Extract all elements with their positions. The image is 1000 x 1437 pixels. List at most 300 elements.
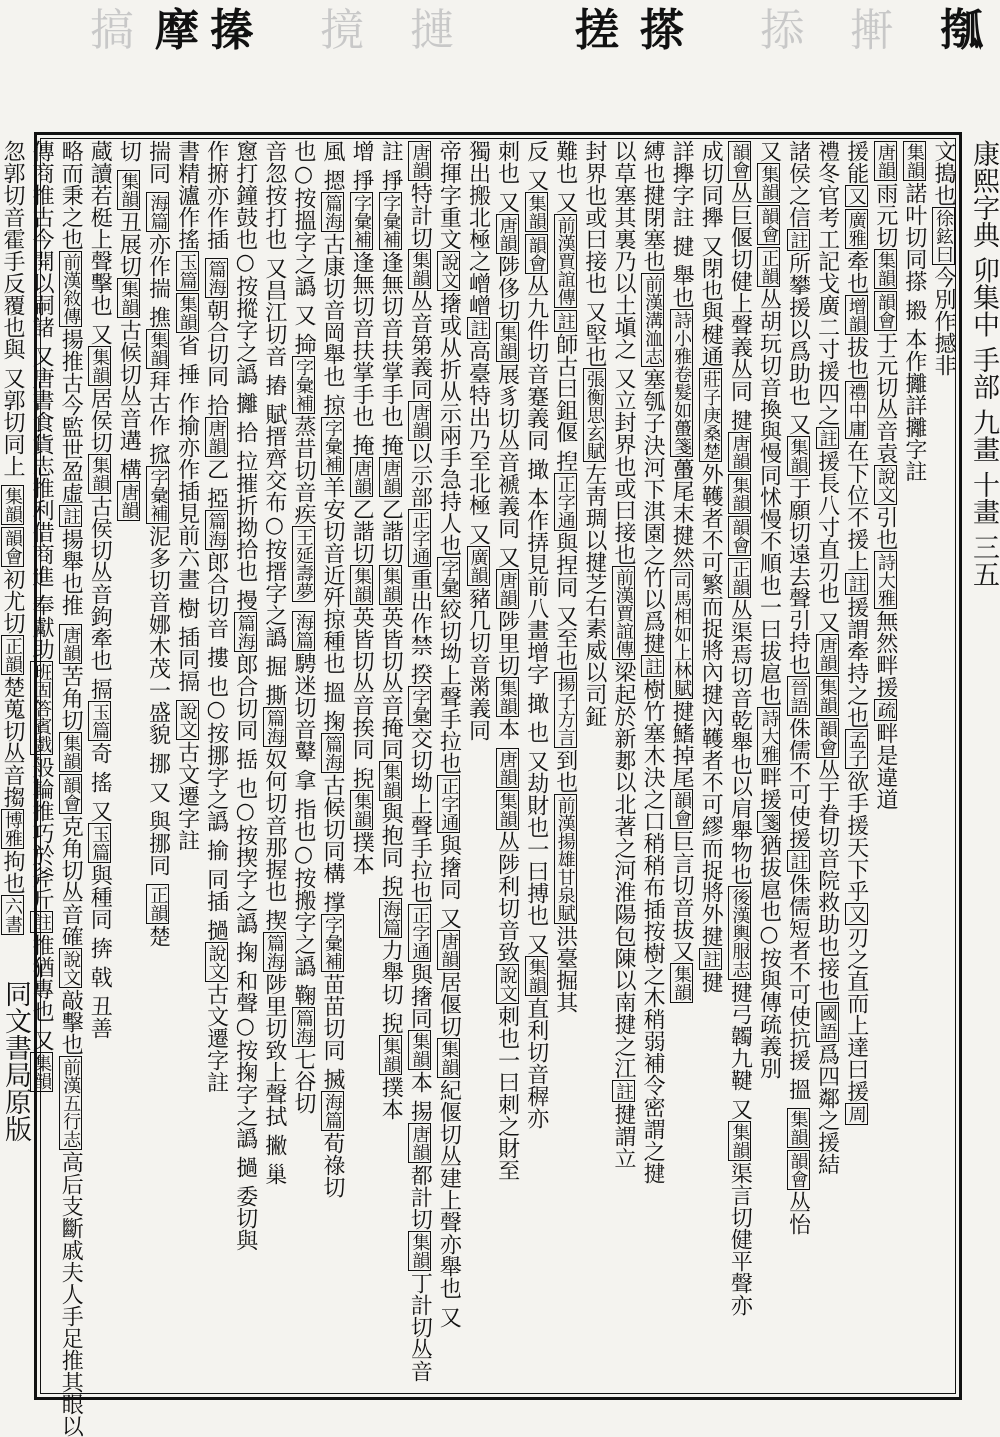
- source-citation: 集韻: [409, 1233, 431, 1269]
- entry-text: 今別作撼非: [931, 266, 956, 376]
- source-citation: 集韻: [89, 456, 111, 492]
- source-citation: 篇海: [234, 613, 256, 650]
- entry-text: 侏儒短者不可使抗援 搵: [785, 873, 811, 1107]
- entry-text: 撲本: [349, 831, 375, 875]
- entry-text: 丛九件切音蹇義同 撖 本作挵見前八畫增字 撖 也 又劫財也一曰搏也 又: [523, 275, 549, 955]
- text-column: [667, 140, 696, 1394]
- seal-character: 搽: [640, 5, 684, 56]
- entry-text: 以草塞其裏乃以土塡之 又立封界也或曰接也: [610, 140, 636, 565]
- source-citation: 註: [554, 312, 576, 330]
- entry-text: 交切坳上聲手拉也: [407, 727, 433, 903]
- entry-text: 古侯切丛音鉤牽也 搹: [87, 495, 113, 700]
- entry-text: 塞瓠子決河下淇園之竹以爲揵: [640, 368, 666, 654]
- seal-character: 摙: [410, 5, 454, 56]
- entry-text: 居侯切: [87, 387, 113, 453]
- source-citation: 集韻: [496, 324, 518, 360]
- seal-character: 搸: [210, 5, 254, 56]
- entry-text: 引也: [872, 506, 898, 550]
- entry-text: 本: [494, 718, 520, 747]
- entry-text: 推猶專也 又: [29, 934, 55, 1051]
- entry-text: 古候切丛音遘 構: [116, 319, 142, 480]
- entry-text: 封界也或曰接也 又堅也: [581, 140, 607, 367]
- source-citation: 詩大雅: [758, 709, 780, 763]
- entry-text: 畔是違道: [872, 722, 898, 810]
- source-citation: 玉篇: [176, 253, 198, 289]
- entry-text: 與撦同: [407, 963, 433, 1029]
- source-citation: 註: [60, 507, 82, 525]
- text-column: [783, 140, 812, 1394]
- entry-text: 泥多切音娜木茂一盛貌 挪 又 與挪同: [145, 525, 171, 883]
- source-citation: 唐韻: [409, 143, 431, 179]
- source-citation: 韻會: [787, 1152, 809, 1188]
- source-citation: 周: [845, 1105, 867, 1123]
- source-citation: 集韻: [380, 763, 402, 799]
- entry-text: 忽郭切音霍手反覆也與 又郭切同上: [0, 140, 25, 484]
- source-citation: 集韻: [729, 1123, 751, 1159]
- source-citation: 篇海: [205, 512, 227, 548]
- entry-text: 詳攑字註 揵 舉也: [669, 140, 695, 308]
- entry-text: 揵弓韣九鞬 又: [727, 981, 753, 1120]
- entry-text: 獨出搬北極之嶒嶒: [465, 140, 491, 316]
- entry-text: 苗苗切同 搣: [320, 973, 346, 1090]
- source-citation: 唐韻: [60, 626, 82, 662]
- entry-text: 諸侯之信: [785, 140, 811, 228]
- text-column: [551, 140, 580, 1394]
- source-citation: 博雅: [2, 811, 23, 847]
- entry-text: 敲擊也: [58, 989, 84, 1055]
- entry-text: 都計切: [407, 1164, 433, 1230]
- source-citation: 字彙: [409, 688, 431, 724]
- source-citation: 唐韻: [496, 216, 518, 252]
- text-column: [85, 140, 114, 1394]
- entry-text: 文搗也: [931, 140, 956, 206]
- entry-text: 亦作揣 撨: [145, 233, 171, 328]
- source-citation: 班固答賓戲: [31, 663, 53, 753]
- text-column: [580, 140, 609, 1394]
- entry-text: 居偃切: [436, 971, 462, 1037]
- source-citation: 張衡思玄賦: [583, 370, 605, 460]
- entry-text: 書精瀘作搖: [174, 140, 200, 250]
- entry-text: 反 又: [523, 140, 549, 191]
- entry-text: 以示部: [407, 442, 433, 508]
- entry-text: 陟侈切: [494, 255, 520, 321]
- entry-text: 高后支斷戚夫人手足推其眼以: [58, 1151, 84, 1437]
- entry-text: 般輪推巧於斧斤: [29, 756, 55, 910]
- entry-text: 揚舉也推: [58, 528, 84, 623]
- source-citation: 疏: [874, 701, 896, 719]
- entry-text: 音忽按打也 又昌江切音 摏 賦搢齊交布○按搢字之譌 掘 撕: [261, 140, 287, 706]
- entry-text: 刺也一曰刺之財至: [494, 1005, 520, 1181]
- entry-text: 略而秉之也: [58, 140, 84, 250]
- entry-text: 也○按搵字之譌 又 掵: [290, 140, 316, 355]
- source-citation: 又: [845, 187, 867, 205]
- source-citation: 說文: [438, 253, 460, 289]
- source-citation: 篇海: [322, 194, 344, 230]
- text-column: [0, 140, 27, 1394]
- text-column: [27, 140, 56, 1394]
- entry-text: 拘也: [0, 850, 25, 894]
- source-citation: 詩小雅卷髮如蠆箋: [671, 311, 693, 455]
- source-citation: 詩大雅: [874, 553, 896, 607]
- source-citation: 箋: [758, 813, 780, 831]
- source-citation: 註: [642, 657, 664, 675]
- entry-text: 註 掙: [378, 140, 404, 191]
- entry-text: 丛音第義同: [407, 290, 433, 400]
- entry-text: 楚: [145, 924, 171, 947]
- text-column: [202, 140, 231, 1394]
- text-column: [871, 140, 900, 1394]
- source-citation: 正韻: [147, 885, 169, 922]
- entry-text: 丛胡玩切音換與慢同怵慢不順也一曰拔扈也: [756, 288, 782, 706]
- seal-character: 搓: [575, 5, 619, 56]
- source-citation: 說文: [60, 950, 82, 986]
- entry-text: 縛也揵閉塞也: [640, 140, 666, 272]
- entry-text: 巨言切音拔又: [669, 830, 695, 962]
- text-column: [725, 140, 754, 1394]
- entry-text: 乙諧切: [349, 498, 375, 564]
- text-column: [813, 140, 842, 1394]
- source-citation: 唐韻: [118, 483, 140, 519]
- entry-text: 丁計切丛音: [407, 1272, 433, 1382]
- source-citation: 前漢揚雄甘泉賦: [554, 796, 576, 922]
- source-citation: 集韻: [409, 251, 431, 287]
- text-column: [929, 140, 958, 1394]
- source-citation: 增韻: [845, 297, 867, 333]
- source-citation: 正韻: [2, 637, 23, 673]
- page-header-sidebar: 康熙字典 卯集中 手部 九畫 十畫 三五: [968, 140, 999, 588]
- entry-text: 朝合切同 拾: [203, 299, 229, 416]
- entry-text: 援謂牽持之也: [843, 596, 869, 728]
- source-citation: 字彙補: [147, 468, 169, 522]
- entry-text: 楚蒐切丛音搊: [0, 676, 25, 808]
- entry-text: 揵: [698, 971, 724, 993]
- source-citation: 集韻: [89, 348, 111, 384]
- source-citation: 前漢賈誼傳: [554, 216, 576, 306]
- entry-text: 陟里切: [494, 610, 520, 676]
- source-citation: 字彙補: [351, 194, 373, 248]
- source-citation: 韻會: [729, 143, 751, 179]
- source-citation: 註: [31, 913, 53, 931]
- entry-text: 紀偃切丛建上聲亦舉也 又: [436, 1079, 462, 1328]
- text-column: [522, 140, 551, 1394]
- source-citation: 唐韻: [380, 459, 402, 495]
- source-citation: 篇海: [205, 260, 227, 296]
- entry-text: 揚推古今監世盈虛: [58, 328, 84, 504]
- entry-text: 高臺特出乃至北極 又: [465, 340, 491, 545]
- entry-text: 渠言切健平聲亦: [727, 1162, 753, 1316]
- source-citation: 正韻: [729, 560, 751, 596]
- entry-text: 揵鰭掉尾: [669, 700, 695, 788]
- entry-text: 克角切丛音確: [58, 815, 84, 947]
- source-citation: 前漢溝洫志: [642, 275, 664, 365]
- source-citation: 集韻: [118, 172, 140, 208]
- seal-character: 掭: [760, 5, 804, 56]
- source-citation: 集韻: [496, 679, 518, 715]
- entry-text: 力舉切 掜: [378, 939, 404, 1034]
- publisher-sidebar: 同文書局原版: [0, 980, 31, 1142]
- entry-text: 蒸昔切音疾: [290, 415, 316, 525]
- entry-text: 蔵讀若梃上聲擊也 又: [87, 140, 113, 345]
- seal-character: 摬: [320, 5, 364, 56]
- entry-text: 洪臺掘其: [552, 925, 578, 1013]
- source-citation: 篇海: [263, 933, 285, 970]
- source-citation: 註: [787, 852, 809, 870]
- entry-text: 逢無切音扶掌手也 掩: [349, 251, 375, 456]
- source-citation: 後漢輿服志: [729, 888, 751, 978]
- source-citation: 集韻: [525, 194, 547, 230]
- entry-text: 羊安切音近歼掠種也 搵 掬: [320, 476, 346, 732]
- source-citation: 集韻: [758, 165, 780, 201]
- entry-text: 乙諧切: [378, 498, 404, 564]
- entry-text: 揣同: [145, 140, 171, 191]
- entry-text: 陟里切致上聲拭 撇 巢: [261, 972, 287, 1185]
- text-column: [638, 140, 667, 1394]
- source-citation: 韻會: [874, 293, 896, 329]
- entry-text: 英皆切丛音掩同: [378, 606, 404, 760]
- source-citation: 集韻: [118, 280, 140, 316]
- entry-text: 撦或从折从示兩手急持人也: [436, 292, 462, 556]
- entry-text: 傳商推古今開以嗣諸 又唐書食貨志推利借商進 奉獻助: [29, 140, 55, 660]
- seal-script-header: [0, 0, 1000, 110]
- entry-text: 刃之直而上達曰援: [843, 926, 869, 1102]
- source-citation: 集韻: [671, 965, 693, 1001]
- entry-text: 欲手援天下乎: [843, 770, 869, 902]
- text-column: [493, 140, 522, 1394]
- entry-text: 古文遷字註: [174, 740, 200, 851]
- source-citation: 字彙補: [380, 194, 402, 248]
- source-citation: 集韻: [31, 1054, 53, 1090]
- source-citation: 篇海: [292, 1008, 314, 1045]
- entry-text: 古候切同構 撑: [320, 774, 346, 913]
- entry-text: 與抱同 掜: [378, 802, 404, 897]
- text-column: [260, 140, 289, 1394]
- source-citation: 唐韻: [729, 434, 751, 470]
- source-citation: 註: [816, 429, 838, 447]
- entry-text: 與種同 捹 戟 丑善: [87, 864, 113, 1039]
- entry-text: 師古曰鉏偃 揑: [552, 333, 578, 472]
- source-citation: 唐韻: [496, 750, 518, 786]
- source-citation: 集韻: [147, 331, 169, 367]
- source-citation: 註: [787, 231, 809, 249]
- seal-character: 搟: [850, 5, 894, 56]
- source-citation: 說文: [205, 943, 227, 980]
- source-citation: 廣韻: [467, 548, 489, 584]
- entry-text: 樹竹塞木決之口稍稍布插按樹之木稍弱補令密謂之揵: [640, 678, 666, 1184]
- source-citation: 前漢賈誼傳: [612, 568, 634, 658]
- text-column: [434, 140, 463, 1394]
- source-citation: 前漢敘傳: [60, 253, 82, 325]
- entry-text: 在下位不援上: [843, 440, 869, 572]
- entry-text: 奇 搖 又: [87, 742, 113, 822]
- text-column: [318, 140, 347, 1394]
- text-column: [842, 140, 871, 1394]
- seal-character: 搞: [90, 5, 134, 56]
- source-citation: 唐韻: [816, 636, 838, 672]
- entry-text: 丛于眷切音院救助也接也: [814, 759, 840, 1001]
- source-citation: 註: [700, 950, 722, 968]
- source-citation: 韻會: [525, 236, 547, 272]
- entry-text: 古文遷字註: [203, 982, 229, 1093]
- source-citation: 玉篇: [89, 703, 111, 739]
- source-citation: 集韻: [60, 734, 82, 770]
- source-citation: 正字通: [438, 777, 460, 831]
- entry-text: 侏儒不可使援: [785, 717, 811, 849]
- entry-text: 丑展切: [116, 211, 142, 277]
- source-citation: 海篇: [147, 194, 169, 230]
- source-citation: 王延壽夢: [292, 528, 314, 600]
- source-citation: 集韻: [351, 792, 373, 828]
- source-citation: 正字通: [409, 906, 431, 960]
- text-column: [696, 140, 725, 1394]
- entry-text: 蠆尾末揵然: [669, 458, 695, 568]
- entry-text: 風 摁: [320, 140, 346, 191]
- source-citation: 唐韻: [351, 459, 373, 495]
- entry-text: 丛渠焉切音乾舉也以肩舉物也: [727, 599, 753, 885]
- entry-text: 作捬亦作插: [203, 140, 229, 257]
- text-column: [405, 140, 434, 1394]
- source-citation: 正字通: [409, 511, 431, 565]
- entry-text: 丛陟利切音致: [494, 831, 520, 963]
- entry-text: 特計切: [407, 182, 433, 248]
- source-citation: 唐韻: [205, 419, 227, 455]
- entry-text: 梁起於新郪以北著之河淮陽包陳以南揵之江: [610, 661, 636, 1079]
- source-citation: 集韻: [176, 295, 198, 331]
- entry-text: 拔也: [843, 336, 869, 380]
- source-citation: 字彙: [438, 559, 460, 595]
- entry-text: 左靑琱以揵芝右素威以司鉦: [581, 463, 607, 727]
- entry-text: 切: [116, 140, 142, 169]
- entry-text: 刺也 又: [494, 140, 520, 213]
- source-citation: 註: [612, 1082, 634, 1100]
- entry-text: 揵謂立: [610, 1103, 636, 1169]
- entry-text: 豬几切音黹義同: [465, 587, 491, 741]
- entry-text: 奴何切音那握也 揳: [261, 747, 287, 931]
- text-column: [609, 140, 638, 1394]
- source-citation: 註: [845, 575, 867, 593]
- entry-text: 到也: [552, 749, 578, 793]
- source-citation: 禮中庸: [845, 383, 867, 437]
- entry-text: 畔援: [756, 766, 782, 810]
- source-citation: 海篇: [322, 1093, 344, 1129]
- entry-text: 窻打鐘鼓也○按摐字之譌 攡 拾 拉摧折拗拾也 摱: [232, 140, 258, 611]
- source-citation: 韻會: [729, 518, 751, 554]
- source-citation: 正韻: [758, 249, 780, 285]
- source-citation: 海篇: [380, 900, 402, 936]
- entry-text: 于元切丛音袁: [872, 332, 898, 464]
- entry-text: 諾叶切同搽 摋 本作攡詳攡字註: [901, 182, 927, 482]
- source-citation: 集韻: [496, 792, 518, 828]
- text-column: [231, 140, 260, 1394]
- text-column: [289, 140, 318, 1394]
- text-column: [754, 140, 783, 1394]
- source-citation: 揚子方言: [554, 674, 576, 746]
- entry-text: [291, 603, 316, 610]
- entry-text: 難也 又: [552, 140, 578, 213]
- entry-text: 帝揮字重文: [436, 140, 462, 250]
- entry-text: 本 掦: [407, 1071, 433, 1122]
- entry-text: 外韄者不可繁而捉將內揵內韄者不可繆而捉將外揵: [698, 463, 724, 947]
- entry-text: 拜古作 搲: [145, 370, 171, 465]
- text-column: [376, 140, 405, 1394]
- entry-text: 荀祿切: [320, 1132, 346, 1198]
- entry-text: 雨元切: [872, 182, 898, 248]
- source-citation: 徐鉉曰: [933, 209, 954, 263]
- entry-text: 撲本: [378, 1076, 404, 1120]
- source-citation: 唐韻: [874, 143, 896, 179]
- source-citation: 韻會: [2, 529, 23, 565]
- source-citation: 說文: [874, 467, 896, 503]
- source-citation: 集韻: [729, 476, 751, 512]
- source-citation: 集韻: [816, 678, 838, 714]
- entry-text: 成切同攑 又閉也與楗通: [698, 140, 724, 367]
- entry-text: 英皆切丛音挨同 掜: [349, 606, 375, 789]
- entry-text: 直利切音稺亦: [523, 996, 549, 1129]
- source-citation: 集韻: [787, 438, 809, 474]
- source-citation: 字彙補: [322, 916, 344, 970]
- source-citation: 集韻: [438, 1040, 460, 1076]
- entry-text: 與撦同 又: [436, 834, 462, 929]
- source-citation: 六書: [2, 897, 23, 933]
- text-column: [463, 140, 492, 1394]
- source-citation: 又: [845, 905, 867, 923]
- source-citation: 正字通: [554, 475, 576, 529]
- source-citation: 字彙補: [292, 358, 314, 412]
- source-citation: 集韻: [380, 567, 402, 603]
- source-citation: 玉篇: [89, 825, 111, 861]
- source-citation: 集韻: [380, 1037, 402, 1073]
- source-citation: 說文: [496, 966, 518, 1002]
- source-citation: 韻會: [758, 207, 780, 243]
- source-citation: 晉語: [787, 678, 809, 714]
- source-citation: 集韻: [525, 957, 547, 994]
- source-citation: 唐韻: [409, 403, 431, 439]
- source-citation: 韻會: [60, 776, 82, 812]
- text-column: [172, 140, 201, 1394]
- source-citation: 註: [467, 319, 489, 337]
- source-citation: 集韻: [2, 487, 23, 523]
- source-citation: 唐韻: [409, 1125, 431, 1161]
- source-citation: 唐韻: [496, 571, 518, 607]
- source-citation: 韻會: [816, 720, 838, 756]
- entry-text: 逢無切音扶掌手也 掩: [378, 251, 404, 456]
- seal-character: 摦: [940, 5, 984, 56]
- entry-text: 郎合切音 摟 也○按挪字之譌 揄 同插 撾: [203, 551, 229, 941]
- entry-text: 展豸切丛音褫義同 又: [494, 363, 520, 568]
- source-citation: 字彙補: [322, 419, 344, 473]
- source-citation: 韻會: [671, 791, 693, 827]
- source-citation: 說文: [176, 701, 198, 738]
- entry-text: 重出作禁 揆: [407, 568, 433, 685]
- entry-text: 乙 掗: [203, 458, 229, 509]
- entry-text: 猶拔扈也○按與傳疏義別: [756, 834, 782, 1079]
- entry-text: 援能: [843, 140, 869, 184]
- entry-text: 初尤切: [0, 568, 25, 634]
- entry-text: 丛怡: [785, 1191, 811, 1235]
- seal-character: 摩: [155, 5, 199, 56]
- entry-text: 所攀援以爲助也 又: [785, 252, 811, 435]
- entry-text: 于願切遠去聲引持也: [785, 477, 811, 675]
- source-citation: 孟子: [845, 731, 867, 767]
- entry-text: 牽也: [843, 250, 869, 294]
- entry-text: 禮冬官考工記戈廣二寸援四之: [814, 140, 840, 426]
- entry-text: 增 掙: [349, 140, 375, 191]
- source-citation: 前漢五行志: [60, 1058, 82, 1148]
- entry-text: 又: [756, 140, 782, 162]
- entry-text: 騁迷切音鼙 拿 指也○按搬字之譌 鞠: [290, 652, 316, 1006]
- entry-text: 無然畔援: [872, 610, 898, 698]
- entry-text: 丛巨偃切健上聲義丛同 揵: [727, 182, 753, 431]
- entry-text: 絞切坳上聲手拉也: [436, 598, 462, 774]
